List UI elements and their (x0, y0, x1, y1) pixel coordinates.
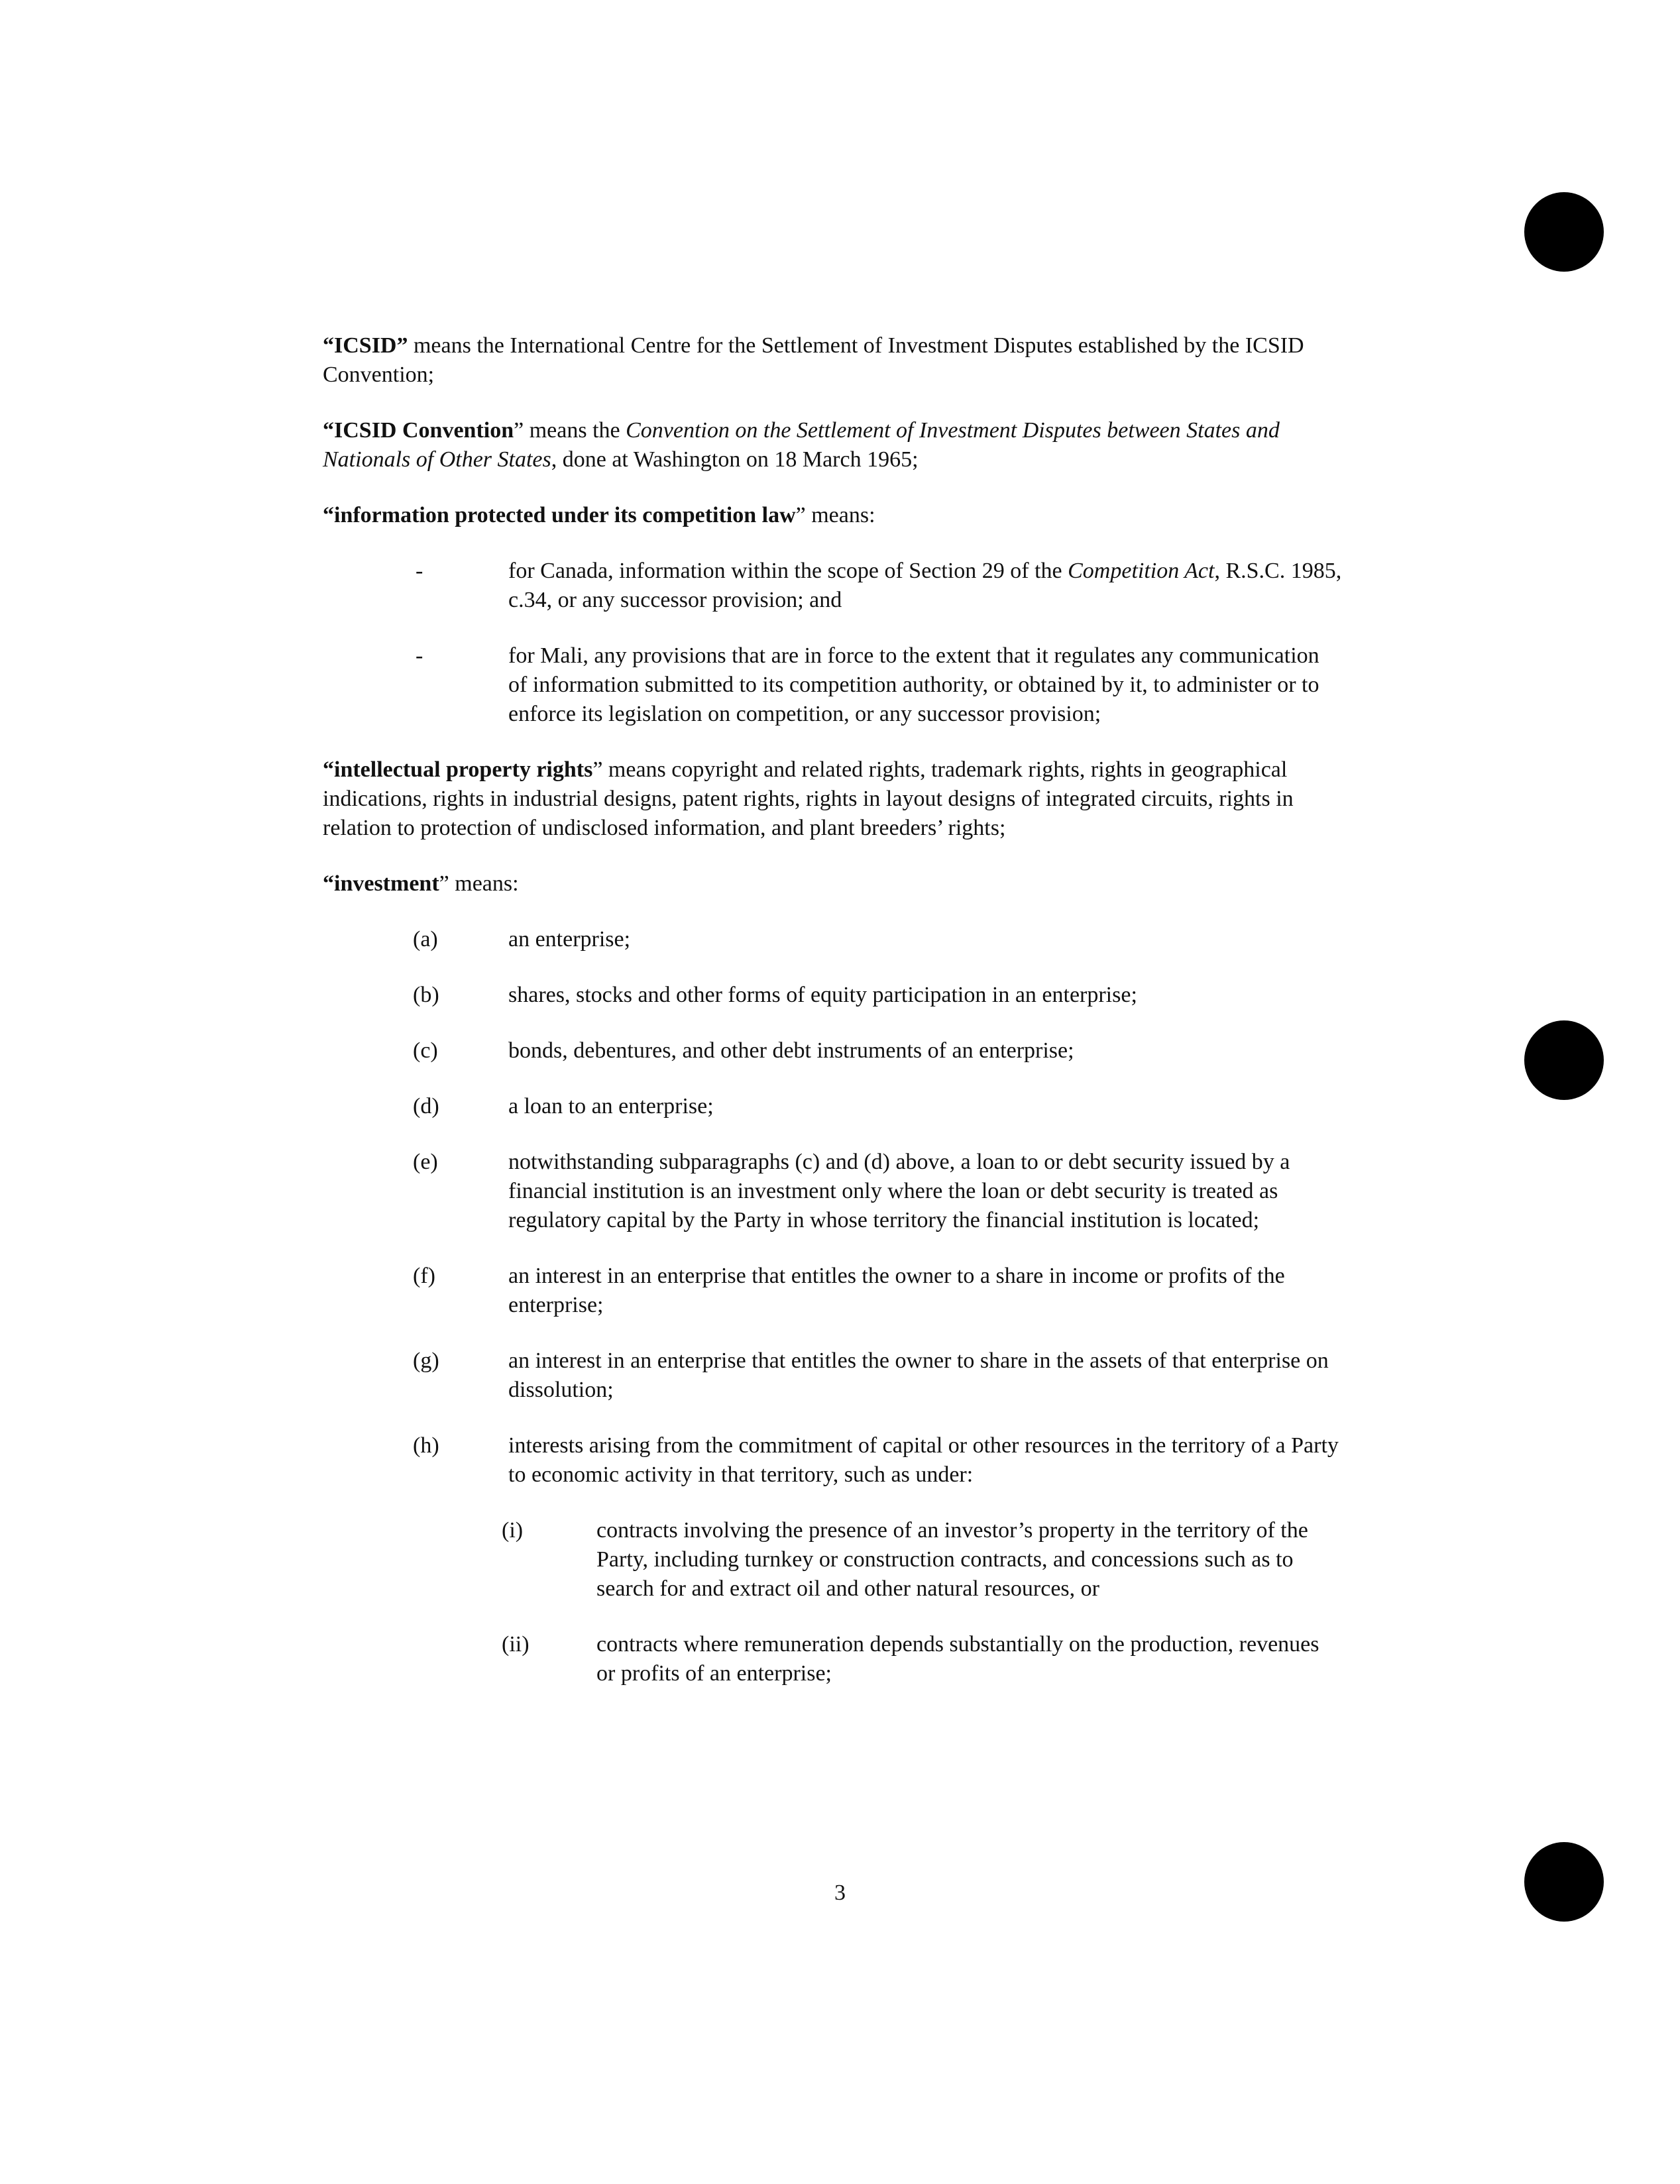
definition-intellectual-property (323, 755, 1343, 843)
list-item (323, 925, 1343, 954)
definition-text: means copyright and related rights, trademark rights, rights in geographical indications, rights in industrial designs, patent rights, rights in layout designs of integrated circuits, rights in relation to protection of undisclosed information, and plant breeders’ rights; (323, 757, 1294, 840)
sub-list-item (323, 1516, 1343, 1604)
list-item (323, 1036, 1343, 1065)
list-marker: - (416, 643, 423, 668)
closing-quote: ” (795, 503, 806, 527)
list-item (323, 641, 1343, 729)
list-item-text: a loan to an enterprise; (508, 1094, 714, 1119)
definition-icsid (323, 331, 1343, 390)
list-item-text: an enterprise; (508, 927, 631, 952)
list-item-text: notwithstanding subparagraphs (c) and (d) above, a loan to or debt security issued by a financial institution is an investment only where the loan or debt security is treated as regulatory capital by the Party in whose territory the financial institution is located; (508, 1150, 1290, 1232)
list-item (323, 557, 1343, 615)
sub-list-marker: (i) (502, 1518, 524, 1543)
definition-text-continued: , done at Washington on 18 March 1965; (551, 447, 919, 472)
list-item-text: shares, stocks and other forms of equity participation in an enterprise; (508, 983, 1137, 1007)
convention-title: Convention on the Settlement of Investment Disputes between States and Nationals of Other States (323, 418, 1280, 472)
binder-hole-top (1524, 192, 1604, 272)
page-number: 3 (834, 1881, 846, 1905)
list-marker: (e) (413, 1150, 438, 1174)
defined-term: “ICSID” (323, 333, 408, 358)
binder-hole-middle (1524, 1020, 1604, 1100)
list-item-text: for Mali, any provisions that are in force to the extent that it regulates any communication of information submitted to its competition authority, or obtained by it, to administer or to enforce its legislation on competition, or any successor provision; (508, 643, 1319, 726)
list-item (323, 1431, 1343, 1490)
list-marker: - (416, 559, 423, 583)
list-marker: (b) (413, 983, 439, 1007)
act-title: Competition Act (1068, 559, 1215, 583)
definition-icsid-convention (323, 416, 1343, 474)
list-marker: (f) (413, 1264, 435, 1288)
document-body (323, 331, 1343, 1715)
list-marker: (c) (413, 1038, 438, 1063)
list-marker: (a) (413, 927, 438, 952)
definition-text: means the International Centre for the Settlement of Investment Disputes established by the ICSID Convention; (323, 333, 1304, 387)
list-item-text: interests arising from the commitment of capital or other resources in the territory of a Party to economic activity in that territory, such as under: (508, 1433, 1339, 1487)
sub-list-marker: (ii) (502, 1632, 530, 1657)
list-item-text-continued: , R.S.C. 1985, c.34, or any successor provision; and (508, 559, 1342, 612)
definition-information-protected (323, 501, 1343, 530)
list-item-text: for Canada, information within the scope of Section 29 of the (508, 559, 1068, 583)
list-item (323, 1346, 1343, 1405)
list-marker: (h) (413, 1433, 439, 1458)
sub-list-item (323, 1630, 1343, 1688)
defined-term: “ICSID Convention (323, 418, 514, 443)
closing-quote: ” (514, 418, 524, 443)
sub-list-item-text: contracts involving the presence of an investor’s property in the territory of the Party, including turnkey or construction contracts, and concessions such as to search for and extract oil and other natural resources, or (596, 1518, 1308, 1601)
definition-text: means: (805, 503, 875, 527)
list-marker: (d) (413, 1094, 439, 1119)
defined-term: “information protected under its competition law (323, 503, 796, 527)
list-marker: (g) (413, 1348, 439, 1373)
definition-investment (323, 869, 1343, 899)
list-item-text: an interest in an enterprise that entitles the owner to share in the assets of that enterprise on dissolution; (508, 1348, 1329, 1402)
sub-list-item-text: contracts where remuneration depends substantially on the production, revenues or profits of an enterprise; (596, 1632, 1319, 1686)
list-item (323, 1148, 1343, 1235)
list-item (323, 981, 1343, 1010)
definition-text: means: (449, 871, 519, 896)
defined-term: “intellectual property rights (323, 757, 593, 782)
definition-text: means the (524, 418, 626, 443)
list-item (323, 1262, 1343, 1320)
closing-quote: ” (592, 757, 603, 782)
defined-term: “investment (323, 871, 439, 896)
list-item-text: an interest in an enterprise that entitles the owner to a share in income or profits of the enterprise; (508, 1264, 1285, 1317)
list-item (323, 1092, 1343, 1121)
closing-quote: ” (439, 871, 449, 896)
list-item-text: bonds, debentures, and other debt instruments of an enterprise; (508, 1038, 1074, 1063)
